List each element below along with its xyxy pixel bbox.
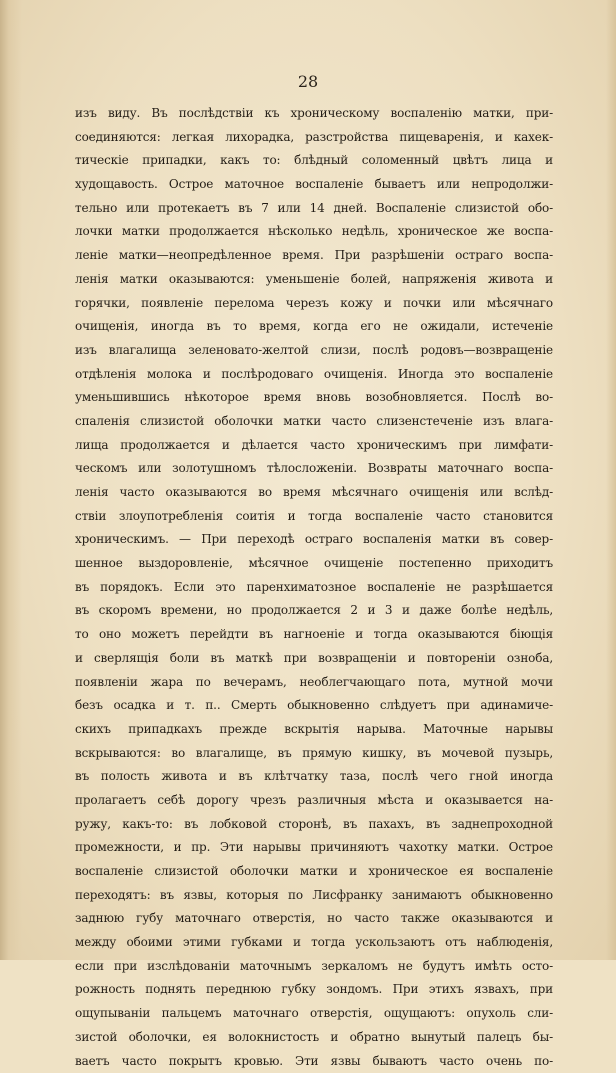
text-line: ленія матки оказываются: уменьшеніе болей, напряженія живота и (75, 268, 553, 292)
text-line: лища продолжается и дѣлается часто хроническимъ при лимфати- (75, 434, 553, 458)
text-line: шенное выздоровленіе, мѣсячное очищеніе постепенно приходитъ (75, 552, 553, 576)
text-line: тельно или протекаетъ въ 7 или 14 дней. Воспаленіе слизистой обо- (75, 197, 553, 221)
text-line: спаленія слизистой оболочки матки часто слизенстеченіе изъ влага- (75, 410, 553, 434)
binding-shadow (0, 0, 22, 960)
body-text (75, 102, 553, 1073)
text-line: ваетъ часто покрытъ кровью. Эти язвы бываютъ часто очень по- (75, 1050, 553, 1073)
text-line: то оно можетъ перейдти въ нагноеніе и тогда оказываются біющія (75, 623, 553, 647)
text-line: если при изслѣдованіи маточнымъ зеркаломъ не будутъ имѣть осто- (75, 955, 553, 979)
text-line: изъ виду. Въ послѣдствіи къ хроническому воспаленію матки, при- (75, 102, 553, 126)
text-line: въ полость живота и въ клѣтчатку таза, послѣ чего гной иногда (75, 765, 553, 789)
text-line: изъ влагалища зеленовато-желтой слизи, послѣ родовъ—возвращеніе (75, 339, 553, 363)
text-line: соединяются: легкая лихорадка, разстройства пищеваренія, и кахек- (75, 126, 553, 150)
text-line: ленія часто оказываются во время мѣсячнаго очищенія или вслѣд- (75, 481, 553, 505)
text-line: воспаленіе слизистой оболочки матки и хроническое ея воспаленіе (75, 860, 553, 884)
text-line: худощавость. Острое маточное воспаленіе бываетъ или непродолжи- (75, 173, 553, 197)
text-line: ствіи злоупотребленія соитія и тогда воспаленіе часто становится (75, 505, 553, 529)
text-line: появленіи жара по вечерамъ, необлегчающаго пота, мутной мочи (75, 671, 553, 695)
text-line: зистой оболочки, ея волокнистость и обратно вынутый палецъ бы- (75, 1026, 553, 1050)
text-line: промежности, и пр. Эти нарывы причиняютъ чахотку матки. Острое (75, 836, 553, 860)
text-line: тическіе припадки, какъ то: блѣдный соломенный цвѣтъ лица и (75, 149, 553, 173)
text-line: отдѣленія молока и послѣродоваго очищенія. Иногда это воспаленіе (75, 363, 553, 387)
text-line: ческомъ или золотушномъ тѣлосложеніи. Возвраты маточнаго воспа- (75, 457, 553, 481)
text-line: очищенія, иногда въ то время, когда его не ожидали, истеченіе (75, 315, 553, 339)
text-line: вскрываются: во влагалище, въ прямую кишку, въ мочевой пузырь, (75, 742, 553, 766)
text-line: ощупываніи пальцемъ маточнаго отверстія, ощущаютъ: опухоль сли- (75, 1002, 553, 1026)
text-line: въ порядокъ. Если это паренхиматозное воспаленіе не разрѣшается (75, 576, 553, 600)
text-line: леніе матки—неопредѣленное время. При разрѣшеніи остраго воспа- (75, 244, 553, 268)
page-edge (606, 0, 616, 960)
page-number: 28 (0, 72, 616, 91)
text-line: въ скоромъ времени, но продолжается 2 и 3 и даже болѣе недѣль, (75, 599, 553, 623)
text-line: пролагаетъ себѣ дорогу чрезъ различныя мѣста и оказывается на- (75, 789, 553, 813)
text-line: лочки матки продолжается нѣсколько недѣль, хроническое же воспа- (75, 220, 553, 244)
text-line: хроническимъ. — При переходѣ остраго воспаленія матки въ совер- (75, 528, 553, 552)
text-line: горячки, появленіе перелома черезъ кожу и почки или мѣсячнаго (75, 292, 553, 316)
text-line: уменьшившись нѣкоторое время вновь возобновляется. Послѣ во- (75, 386, 553, 410)
text-line: переходятъ: въ язвы, которыя по Лисфранку занимаютъ обыкновенно (75, 884, 553, 908)
text-line: заднюю губу маточнаго отверстія, но часто также оказываются и (75, 907, 553, 931)
text-line: между обоими этими губками и тогда ускользаютъ отъ наблюденія, (75, 931, 553, 955)
text-line: ружу, какъ-то: въ лобковой сторонѣ, въ пахахъ, въ заднепроходной (75, 813, 553, 837)
text-line: безъ осадка и т. п.. Смерть обыкновенно слѣдуетъ при адинамиче- (75, 694, 553, 718)
text-line: и сверлящія боли въ маткѣ при возвращеніи и повтореніи озноба, (75, 647, 553, 671)
text-line: рожность поднять переднюю губку зондомъ. При этихъ язвахъ, при (75, 978, 553, 1002)
text-line: скихъ припадкахъ прежде вскрытія нарыва. Маточные нарывы (75, 718, 553, 742)
